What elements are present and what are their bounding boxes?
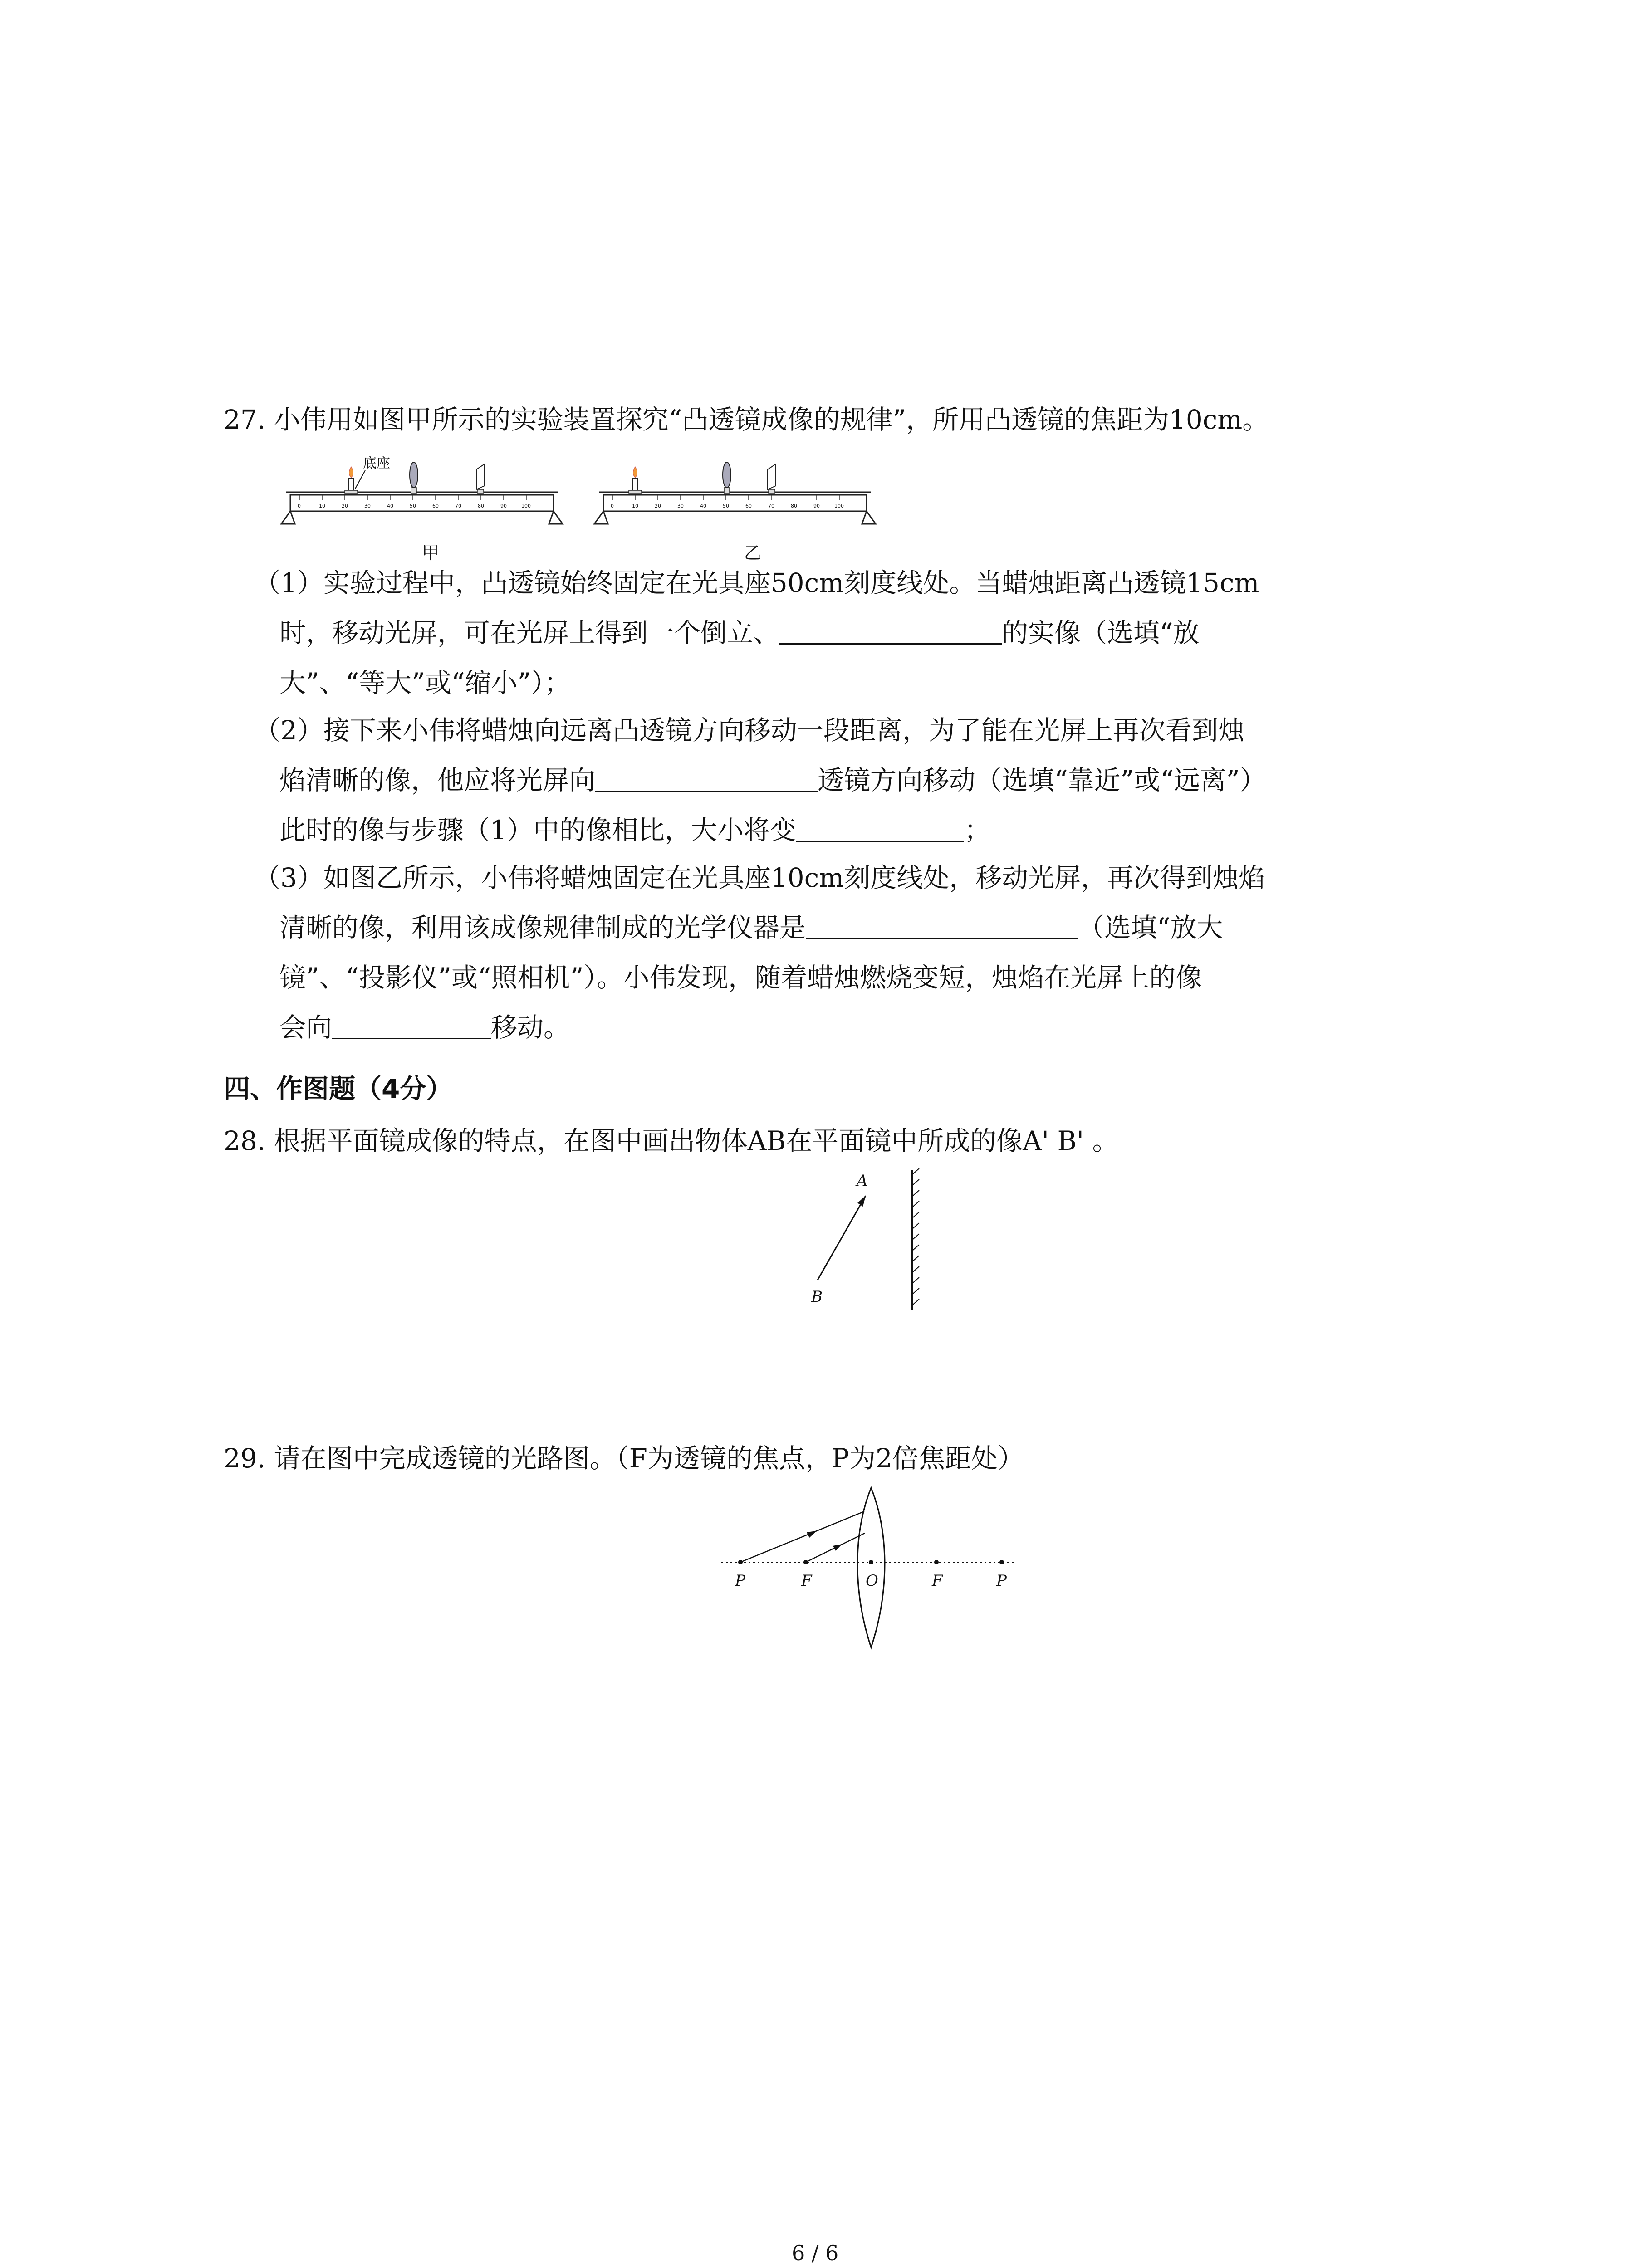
optical-bench-figure-yi	[585, 451, 885, 533]
tick-label: 60	[432, 503, 439, 509]
tick-label: 80	[478, 503, 484, 509]
q27-part2-line2	[279, 762, 1266, 798]
tick-label: 60	[745, 503, 752, 509]
convex-lens-icon	[857, 1488, 885, 1647]
q29-stem: 29. 请在图中完成透镜的光路图。（F为透镜的焦点，P为2倍焦距处）	[224, 1443, 1024, 1474]
q27-part2-text-post: 透镜方向移动（选填“靠近”或“远离”）	[818, 765, 1266, 796]
section-title: 四、作图题（4分）	[224, 1073, 453, 1104]
q27-stem: 27. 小伟用如图甲所示的实验装置探究“凸透镜成像的规律”，所用凸透镜的焦距为10cm。	[224, 404, 1269, 435]
q27-part3-text-post2: 移动。	[491, 1012, 570, 1043]
q27-part1-line3: 大”、“等大”或“缩小”）；	[279, 667, 571, 698]
q27-part3-text-pre2: 会向	[279, 1012, 333, 1043]
tick-label: 90	[813, 503, 820, 509]
q27-part1-text-post: 的实像（选填“放	[1002, 617, 1200, 648]
candle-icon	[345, 467, 358, 493]
tick-label: 0	[298, 503, 301, 509]
q27-part1-line1: （1）实验过程中，凸透镜始终固定在光具座50cm刻度线处。当蜡烛距离凸透镜15cm	[254, 567, 1259, 598]
screen-icon	[768, 464, 776, 493]
answer-blank-2[interactable]	[595, 764, 818, 792]
arrow-head-icon	[807, 1531, 817, 1538]
tick-label: 10	[319, 503, 325, 509]
answer-blank-3[interactable]	[796, 814, 964, 842]
plane-mirror-figure	[798, 1166, 935, 1315]
tick-label: 80	[791, 503, 797, 509]
axis-label-o: O	[866, 1572, 878, 1590]
q27-part3-text-pre: 清晰的像，利用该成像规律制成的光学仪器是	[279, 912, 806, 943]
q27-part2-line3	[279, 812, 990, 848]
object-ab-arrow	[818, 1196, 866, 1280]
arrow-head-icon	[857, 1196, 866, 1207]
point-label-b: B	[811, 1288, 823, 1306]
incident-ray-1	[740, 1511, 864, 1562]
tick-label: 10	[632, 503, 638, 509]
axis-label-f-left: F	[801, 1572, 812, 1590]
q27-part3-line4	[279, 1009, 570, 1046]
answer-blank-1[interactable]	[779, 617, 1002, 645]
axis-label-p-left: P	[735, 1572, 745, 1590]
tick-label: 50	[410, 503, 416, 509]
tick-label: 90	[500, 503, 507, 509]
optical-bench-figure-jia	[272, 451, 572, 533]
q27-part3-line1: （3）如图乙所示，小伟将蜡烛固定在光具座10cm刻度线处，移动光屏，再次得到烛焰	[254, 862, 1265, 893]
figure-caption-jia: 甲	[422, 543, 440, 563]
answer-blank-4[interactable]	[806, 912, 1078, 939]
axis-label-p-right: P	[996, 1572, 1007, 1590]
q27-part3-line2	[279, 909, 1223, 946]
q27-part2-text-post2: ；	[964, 815, 990, 846]
q27-part2-text-pre2: 此时的像与步骤（1）中的像相比，大小将变	[279, 815, 796, 846]
answer-blank-5[interactable]	[332, 1012, 491, 1039]
page-number: 6 / 6	[792, 2241, 839, 2265]
tick-label: 20	[655, 503, 661, 509]
tick-label: 70	[768, 503, 774, 509]
lens-light-path-figure	[717, 1483, 1025, 1656]
base-label: 底座	[363, 455, 390, 471]
q27-part3-text-post: （选填“放大	[1078, 912, 1223, 943]
tick-label: 20	[342, 503, 348, 509]
tick-label: 100	[521, 503, 531, 509]
figure-caption-yi: 乙	[744, 543, 762, 563]
q27-part2-text-pre: 焰清晰的像，他应将光屏向	[279, 765, 596, 796]
arrow-head-icon	[833, 1544, 842, 1551]
tick-label: 30	[364, 503, 371, 509]
tick-label: 50	[723, 503, 729, 509]
q27-part2-line1: （2）接下来小伟将蜡烛向远离凸透镜方向移动一段距离，为了能在光屏上再次看到烛	[254, 715, 1244, 746]
lens-icon	[723, 462, 731, 493]
candle-icon	[629, 467, 642, 493]
screen-icon	[476, 464, 485, 493]
q27-part3-line3: 镜”、“投影仪”或“照相机”）。小伟发现，随着蜡烛燃烧变短，烛焰在光屏上的像	[279, 962, 1202, 993]
q27-part1-text-pre: 时，移动光屏，可在光屏上得到一个倒立、	[279, 617, 780, 648]
tick-label: 40	[700, 503, 706, 509]
axis-label-f-right: F	[932, 1572, 943, 1590]
lens-icon	[410, 462, 418, 493]
q28-stem: 28. 根据平面镜成像的特点，在图中画出物体AB在平面镜中所成的像A' B' 。	[224, 1125, 1119, 1156]
tick-label: 40	[387, 503, 393, 509]
tick-label: 100	[834, 503, 844, 509]
q27-part1-line2	[279, 615, 1200, 651]
tick-label: 30	[677, 503, 684, 509]
point-label-a: A	[857, 1172, 868, 1190]
tick-label: 70	[455, 503, 461, 509]
tick-label: 0	[611, 503, 614, 509]
